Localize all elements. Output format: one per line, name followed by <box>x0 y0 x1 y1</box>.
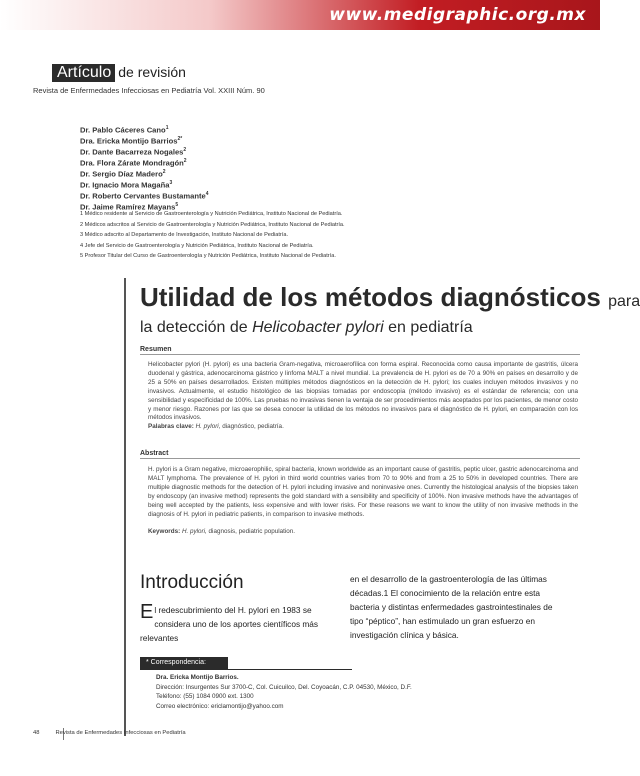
intro-dropcap: E <box>140 601 154 623</box>
author-affiliation-marker: 2 <box>162 168 166 175</box>
title-line2-italic: Helicobacter pylori <box>252 319 384 336</box>
author-name <box>80 146 209 157</box>
title-line1-small: para <box>608 293 640 310</box>
article-type-boxed: Artículo <box>52 64 115 82</box>
article-type-label <box>52 63 186 81</box>
resumen-body: Helicobacter pylori (H. pylori) es una bacteria Gram-negativa, microaerofílica con forma espiral. Reconocida como causa importante de gastritis, úlcera duodenal y gástrica, adenocarcinoma gástrico y linfoma MALT a nivel mundial. La prevalencia de H. pylori es de 70 a 90% en países en desarrollo y de 25 a 50% en países desarrollados. Existen múltiples métodos diagnósticos en la detección de H. pylori; los cuales incluyen métodos invasivos y no invasivos. Actualmente, el estudio histológico de las biopsias tomadas por endoscopia (método invasivo) es el estándar de referencia; con una sensibilidad y especificidad de 100%. Las pruebas no invasivas tienen la ventaja de ser procedimientos más aceptados por los pacientes, de menor costo y menor riesgo. Razones por las que se desea conocer la utilidad de los métodos no invasivos para el diagnóstico de H. pylori, en comparación con los métodos invasivos. <box>148 361 578 422</box>
intro-left-column <box>140 603 338 645</box>
correspondence-email[interactable]: Correo electrónico: ericlamontijo@yahoo.com <box>156 702 284 710</box>
intro-left-text: l redescubrimiento del H. pylori en 1983 se considera uno de los aportes científicos más relevantes <box>140 605 319 643</box>
author-name <box>80 168 209 179</box>
resumen-heading: Resumen <box>140 346 580 355</box>
correspondence-divider <box>140 669 352 670</box>
affiliation-item: 4 Jefe del Servicio de Gastroenterología y Nutrición Pediátrica, Instituto Nacional de Pediatría. <box>80 242 314 249</box>
site-url-link[interactable]: www.medigraphic.org.mx <box>329 5 586 25</box>
author-affiliation-marker: 5 <box>175 201 179 208</box>
keywords-rest: diagnosis, pediatric population. <box>206 528 296 535</box>
keywords-italic: H. pylori, <box>181 528 207 535</box>
author-name <box>80 190 209 201</box>
correspondence-block <box>156 673 412 711</box>
page-number: 48 <box>33 730 40 736</box>
author-affiliation-marker: 3 <box>169 179 173 186</box>
abstract-body: H. pylori is a Gram negative, microaerophilic, spiral bacteria, known worldwide as an important cause of gastritis, peptic ulcer, gastric adenocarcinoma and MALT lymphoma. The prevalence of H. pylori in third world countries varies from 70 to 90% and from a 25 to 50% in developed countries. There are multiple diagnostic methods for the detection of H. pylori including invasive and noninvasive ones. Currently the histological analysis of the biopsies taken by endoscopy (an invasive method) represents the gold standard with a sensibility and specificity of 100%. Non invasive methods have the advantages of being well accepted by the patients, less expensive and with lower risks. For these reasons we want to know the utility of non invasive methods in the diagnosis of H. pylori in pediatric patients, in comparison to invasive methods. <box>148 466 578 518</box>
author-affiliation-marker: 2 <box>183 146 187 153</box>
intro-right-column: en el desarrollo de la gastroenterología de las últimas décadas.1 El conocimiento de la relación entre esta bacteria y distintas enfermedades gastrointestinales de tipo “péptico”, han estimulado un gran esfuerzo en investigación clínica y básica. <box>350 574 553 640</box>
title-divider-bar <box>124 278 126 736</box>
author-name-text: Dr. Jaime Ramírez Mayans <box>80 202 176 212</box>
article-type-rest: de revisión <box>118 64 186 80</box>
author-name-text: Dra. Ericka Montijo Barrios <box>80 136 178 146</box>
author-name <box>80 124 209 135</box>
author-name-text: Dr. Roberto Cervantes Bustamante <box>80 191 206 201</box>
title-line2-pre: la detección de <box>140 319 248 336</box>
affiliation-item: 5 Profesor Titular del Curso de Gastroenterología y Nutrición Pediátrica, Instituto Nacional de Pediatría. <box>80 253 336 260</box>
author-affiliation-marker: 4 <box>205 190 209 197</box>
author-name-text: Dr. Sergio Díaz Madero <box>80 169 163 179</box>
resumen-keywords-rest: diagnóstico, pediatría. <box>220 423 284 430</box>
article-title <box>140 282 640 340</box>
resumen-keywords-label: Palabras clave: <box>148 423 194 430</box>
author-affiliation-marker: 2* <box>177 135 183 142</box>
abstract-keywords <box>148 528 295 535</box>
resumen-keywords <box>148 423 284 430</box>
affiliation-item: 3 Médico adscrito al Departamento de Investigación, Instituto Nacional de Pediatría. <box>80 232 289 239</box>
correspondence-phone: Teléfono: (55) 1084 0900 ext. 1300 <box>156 693 254 701</box>
keywords-label: Keywords: <box>148 528 181 535</box>
page-footer <box>33 730 186 736</box>
author-name <box>80 179 209 190</box>
correspondence-address: Dirección: Insurgentes Sur 3700-C, Col. Cuicuilco, Del. Coyoacán, C.P. 04530, México, D.F. <box>156 683 412 691</box>
correspondence-heading: * Correspondencia: <box>140 657 228 669</box>
author-name <box>80 135 209 146</box>
affiliation-list <box>80 209 345 262</box>
footer-journal: Revista de Enfermedades Infecciosas en Pediatría <box>55 730 186 736</box>
title-line2-post: en pediatría <box>388 319 473 336</box>
author-affiliation-marker: 2 <box>183 157 187 164</box>
author-name-text: Dr. Ignacio Mora Magaña <box>80 180 170 190</box>
affiliation-item: 2 Médicos adscritos al Servicio de Gastroenterología y Nutrición Pediátrica, Instituto Nacional de Pediatría. <box>80 221 345 228</box>
resumen-keywords-italic: H. pylori, <box>195 423 221 430</box>
author-name-text: Dr. Dante Bacarreza Nogales <box>80 147 184 157</box>
correspondence-name: Dra. Ericka Montijo Barrios. <box>156 674 239 681</box>
author-name <box>80 157 209 168</box>
abstract-heading: Abstract <box>140 450 580 459</box>
intro-heading: Introducción <box>140 572 244 593</box>
title-line1-main: Utilidad de los métodos diagnósticos <box>140 282 601 312</box>
author-affiliation-marker: 1 <box>165 125 169 131</box>
author-name-text: Dra. Flora Zárate Mondragón <box>80 158 184 168</box>
author-name-text: Dr. Pablo Cáceres Cano <box>80 125 166 135</box>
journal-reference: Revista de Enfermedades Infecciosas en Pediatría Vol. XXIII Núm. 90 <box>33 86 265 95</box>
affiliation-item: 1 Médico residente al Servicio de Gastroenterología y Nutrición Pediátrica, Instituto Nacional de Pediatría. <box>80 211 343 217</box>
author-list <box>80 124 209 212</box>
